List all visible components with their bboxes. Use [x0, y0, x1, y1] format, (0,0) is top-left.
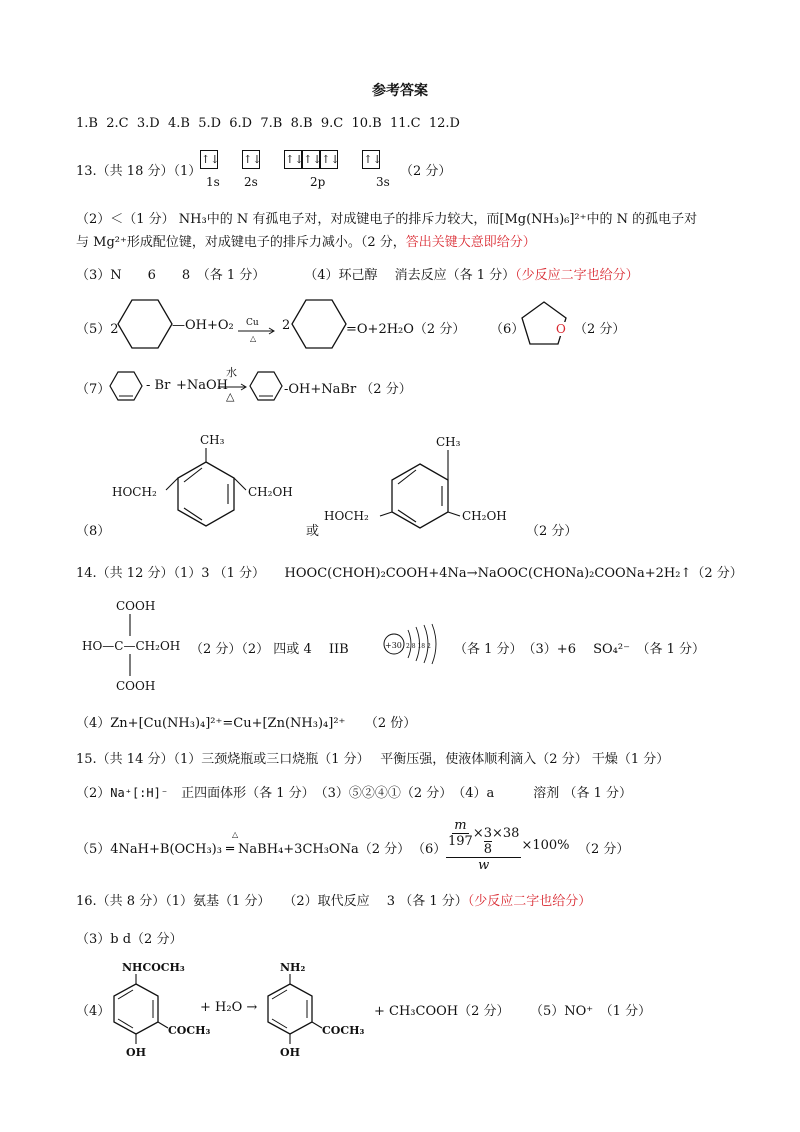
q13-part5-prefix: （5）2: [76, 322, 119, 337]
purity-formula: [446, 818, 570, 873]
hydroxymethyl-label: CH₂OH: [248, 485, 293, 499]
q15-line1: 15.（共 14 分）（1）三颈烧瓶或三口烧瓶（1 分） 平衡压强，使液体顺利滴入（2 分） 干燥（1 分）: [76, 752, 670, 767]
q16-part4-prefix: （4）: [76, 1004, 111, 1019]
methylbenzene-dimethanol-meta: [322, 428, 532, 538]
mc-answer: 7.B: [260, 116, 283, 131]
atomic-structure-diagram: [382, 622, 442, 666]
orbital-box: ↑↓: [362, 150, 380, 169]
molar-mass: 197: [448, 834, 473, 849]
mc-answer: 4.B: [167, 116, 190, 131]
hydroxyl-label: OH: [280, 1046, 300, 1059]
or-text: 或: [306, 524, 320, 539]
q13-part6-prefix: （6）: [490, 322, 525, 337]
hydroxymethyl-label: HOCH₂: [112, 485, 157, 499]
heat-symbol: △: [226, 390, 235, 403]
coefficient: 2: [282, 318, 291, 333]
carboxyl-label: COOH: [116, 599, 156, 613]
score: （2 分）: [400, 164, 452, 179]
heat-symbol: △: [232, 830, 239, 839]
reaction-arrow: [238, 328, 276, 334]
mc-answer: 1.B: [76, 116, 98, 131]
cyclohexene-ring: [250, 370, 284, 402]
mc-answer: 6.D: [229, 116, 253, 131]
q14-part3: （各 1 分） （3）+6 SO₄²⁻ （各 1 分）: [454, 642, 705, 657]
percent-factor: ×100%: [521, 838, 570, 853]
ratio: [484, 826, 492, 857]
bromo-group: - Br: [146, 378, 171, 393]
q13-part2-text: 与 Mg²⁺形成配位键，对成键电子的排斥力减小。（2 分，: [76, 235, 406, 250]
q13-part7-product: -OH+NaBr （2 分）: [284, 382, 412, 397]
orbital-box: ↑↓: [320, 150, 338, 169]
q14-part2: （2 分）（2） 四或 4 IIB: [190, 642, 349, 657]
mass-symbol: m: [454, 818, 467, 833]
hydroxymethyl-label: CH₂OH: [462, 509, 507, 523]
mc-answers: [76, 116, 460, 131]
orbital-box: ↑↓: [200, 150, 218, 169]
grading-note: 答出关键大意即给分）: [405, 235, 536, 250]
score: （2 分）: [574, 322, 626, 337]
orbital-box: ↑↓: [284, 150, 302, 169]
water-reagent: + H₂O →: [200, 1000, 258, 1015]
cyclohexanone-ring: [292, 296, 352, 352]
mc-answer: 5.D: [198, 116, 222, 131]
mc-answer: 9.C: [320, 116, 344, 131]
q16-part5: （5）NO⁺ （1 分）: [530, 1004, 652, 1019]
q15-part2: [76, 782, 632, 801]
q16-part3: （3）b d（2 分）: [76, 932, 183, 947]
q13-part8-prefix: （8）: [76, 524, 111, 539]
orbital-box: ↑↓: [242, 150, 260, 169]
grading-note: （少反应二字也给分）: [515, 268, 639, 283]
orbital-label: 2p: [310, 175, 326, 189]
orbital-label: 1s: [206, 175, 220, 189]
amino-label: NH₂: [280, 961, 306, 974]
q15-part2-rest: 正四面体形（各 1 分） （3）⑤②④①（2 分） （4）a 溶剂 （各 1 分）: [168, 786, 632, 801]
mc-answer: 3.D: [136, 116, 160, 131]
sodium-hydride-formula: Na⁺[:H]⁻: [110, 786, 169, 800]
acetyl-label: COCH₃: [168, 1024, 211, 1037]
orbital-label: 2s: [244, 175, 258, 189]
methylbenzene-dimethanol-ortho: [110, 426, 310, 536]
q13-part2-line2: [76, 231, 536, 250]
q15-part6-prefix: （6）: [412, 842, 447, 857]
cyclohexane-ring: [118, 296, 178, 352]
grading-note: （少反应二字也给分）: [467, 894, 592, 909]
q13-part5-product: =O+2H₂O（2 分）: [346, 322, 466, 337]
carbon-chain-label: HO—C—CH₂OH: [82, 639, 181, 653]
q13-part3-4: [76, 264, 639, 283]
q13-part2-line1: （2）＜（1 分） NH₃中的 N 有孤电子对，对成键电子的排斥力较大，而[Mg(NH₃)₆]²⁺中的 N 的孤电子对: [76, 212, 698, 227]
hydroxymethyl-label: HOCH₂: [324, 509, 369, 523]
acetyl-label: COCH₃: [322, 1024, 365, 1037]
hydroxy-acid-structure: [82, 598, 192, 694]
water-condition: 水: [226, 366, 237, 379]
sodium-hydroxide: +NaOH: [176, 378, 229, 393]
mc-answer: 11.C: [389, 116, 421, 131]
mc-answer: 10.B: [351, 116, 382, 131]
nucleus-label: +30: [385, 641, 402, 650]
electron-shells-label: 2 8 18 2: [406, 643, 431, 650]
catalyst-label: Cu: [246, 318, 259, 328]
orbital-label: 3s: [376, 175, 390, 189]
q14-line1: 14.（共 12 分）（1）3 （1 分） HOOC(CHOH)₂COOH+4Na→NaOOC(CHONa)₂COONa+2H₂↑（2 分）: [76, 566, 743, 581]
q16-part4-tail: + CH₃COOH（2 分）: [374, 1004, 510, 1019]
multiplier: ×38: [492, 826, 520, 841]
hydroxyl-label: OH: [126, 1046, 146, 1059]
score: （2 分）: [578, 842, 630, 857]
methyl-label: CH₃: [200, 433, 225, 447]
inner-fraction: [448, 818, 473, 849]
orbital-box: ↑↓: [302, 150, 320, 169]
q13-part7-prefix: （7）: [76, 382, 111, 397]
mc-answer: 8.B: [290, 116, 313, 131]
q15-part2-prefix: （2）: [76, 786, 111, 801]
cyclohexene-ring: [110, 370, 144, 402]
q16-line1-text: 16.（共 8 分）（1）氨基（1 分） （2）取代反应 3 （各 1 分）: [76, 894, 468, 909]
q13-part3-text: （3）N 6 8 （各 1 分） （4）环己醇 消去反应（各 1 分）: [76, 268, 516, 283]
q13-part5-reagent: —OH+O₂: [172, 318, 234, 333]
ratio-denominator: 8: [483, 842, 493, 857]
numerator: $\frac{m}{197}$ × $\frac{3}{8}$ ×38: [448, 818, 520, 857]
oxygen-atom: O: [556, 322, 566, 336]
carboxyl-label: COOH: [116, 679, 156, 693]
sample-mass-symbol: w: [478, 858, 490, 873]
score: （2 分）: [526, 524, 578, 539]
q13-head: 13.（共 18 分）（1）: [76, 164, 202, 179]
methyl-label: CH₃: [436, 435, 461, 449]
page-title: 参考答案: [372, 83, 428, 99]
q16-line1: [76, 890, 591, 909]
ratio-numerator: 3: [483, 826, 493, 841]
heat-symbol: △: [250, 334, 257, 343]
fraction: [446, 818, 521, 873]
q15-part5: （5）4NaH+B(OCH₃)₃ ═ NaBH₄+3CH₃ONa（2 分）: [76, 842, 411, 857]
product-structure: [262, 958, 372, 1062]
orbital-diagram: [200, 150, 380, 169]
mc-answer: 12.D: [428, 116, 460, 131]
acetamido-label: NHCOCH₃: [122, 961, 185, 974]
q14-part4: （4）Zn+[Cu(NH₃)₄]²⁺=Cu+[Zn(NH₃)₄]²⁺ （2 份）: [76, 716, 417, 731]
mc-answer: 2.C: [106, 116, 129, 131]
